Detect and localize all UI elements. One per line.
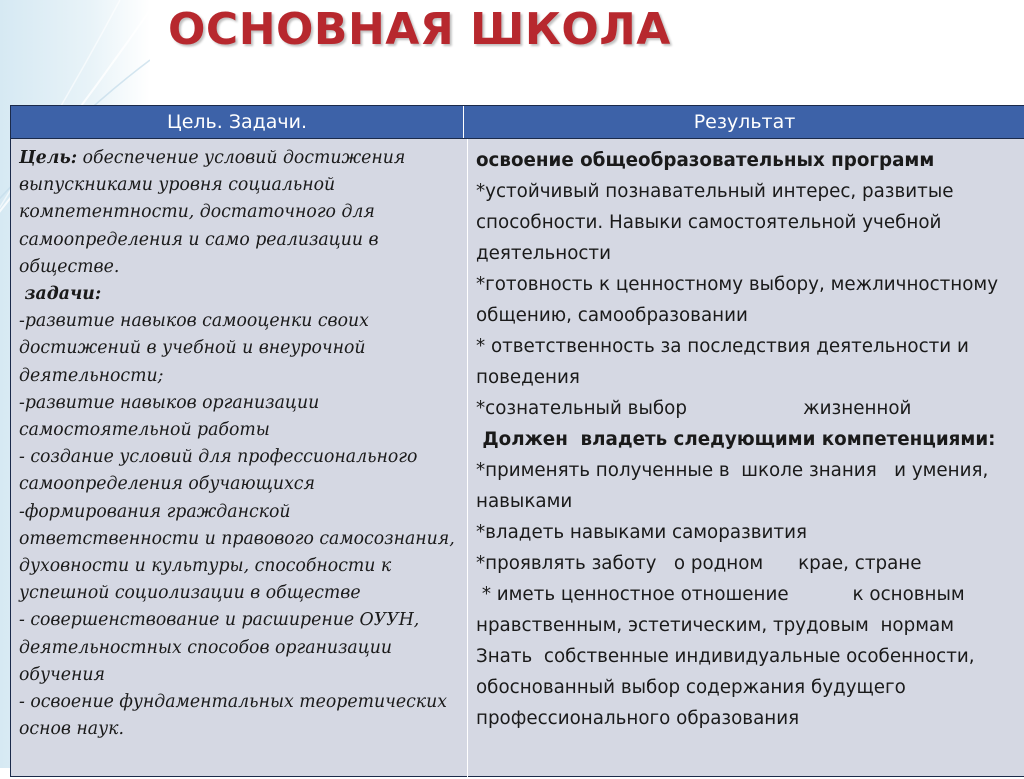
header-goals-tasks: Цель. Задачи. (11, 106, 464, 138)
goals-tasks-cell (11, 139, 468, 779)
result-item: *устойчивый познавательный интерес, развитые способности. Навыки самостоятельной учебной деятельности (476, 181, 960, 264)
content-table (10, 105, 1024, 777)
competency-item: * иметь ценностное отношение к основным нравственным, эстетическим, трудовым нормам (476, 584, 977, 636)
result-heading: освоение общеобразовательных программ (476, 150, 935, 171)
result-item: * ответственность за последствия деятельности и поведения (476, 336, 975, 388)
result-cell (468, 139, 1024, 779)
result-item: *сознательный выбор жизненной (476, 398, 912, 419)
competency-item: *проявлять заботу о родном крае, стране (476, 553, 922, 574)
task-item: - освоение фундаментальных теоретических основ наук. (19, 692, 447, 740)
task-item: -развитие навыков самооценки своих достижений в учебной и внеурочной деятельности; (19, 311, 369, 386)
competency-item: *владеть навыками саморазвития (476, 522, 807, 543)
table-body-row (11, 139, 1024, 779)
competencies-heading: Должен владеть следующими компетенциями: (476, 429, 996, 450)
task-item: -формирования гражданской ответственности и правового самосознания, духовности и культуры, способности к успешной социолизации в обществе (19, 501, 455, 604)
competency-item: Знать собственные индивидуальные особенности, обоснованный выбор содержания будущего профессионального образования (476, 646, 981, 729)
task-item: - создание условий для профессионального самоопределения обучающихся (19, 447, 418, 495)
task-item: - совершенствование и расширение ОУУН, деятельностных способов организации обучения (19, 610, 420, 685)
goal-label: Цель: (19, 148, 78, 168)
competency-item: *применять полученные в школе знания и умения, навыками (476, 460, 995, 512)
task-item: -развитие навыков организации самостоятельной работы (19, 392, 320, 441)
tasks-label-line (19, 281, 463, 308)
result-item: *готовность к ценностному выбору, межличностному общению, самообразовании (476, 274, 1004, 326)
goal-text: обеспечение условий достижения выпускниками уровня социальной компетентности, достаточного для самоопределения и само реализации в обществе. (19, 148, 406, 277)
goal-paragraph (19, 145, 463, 281)
table-header-row (11, 106, 1024, 139)
tasks-label: задачи: (24, 284, 102, 305)
header-result: Результат (693, 111, 796, 133)
page-title: ОСНОВНАЯ ШКОЛА (168, 4, 671, 55)
